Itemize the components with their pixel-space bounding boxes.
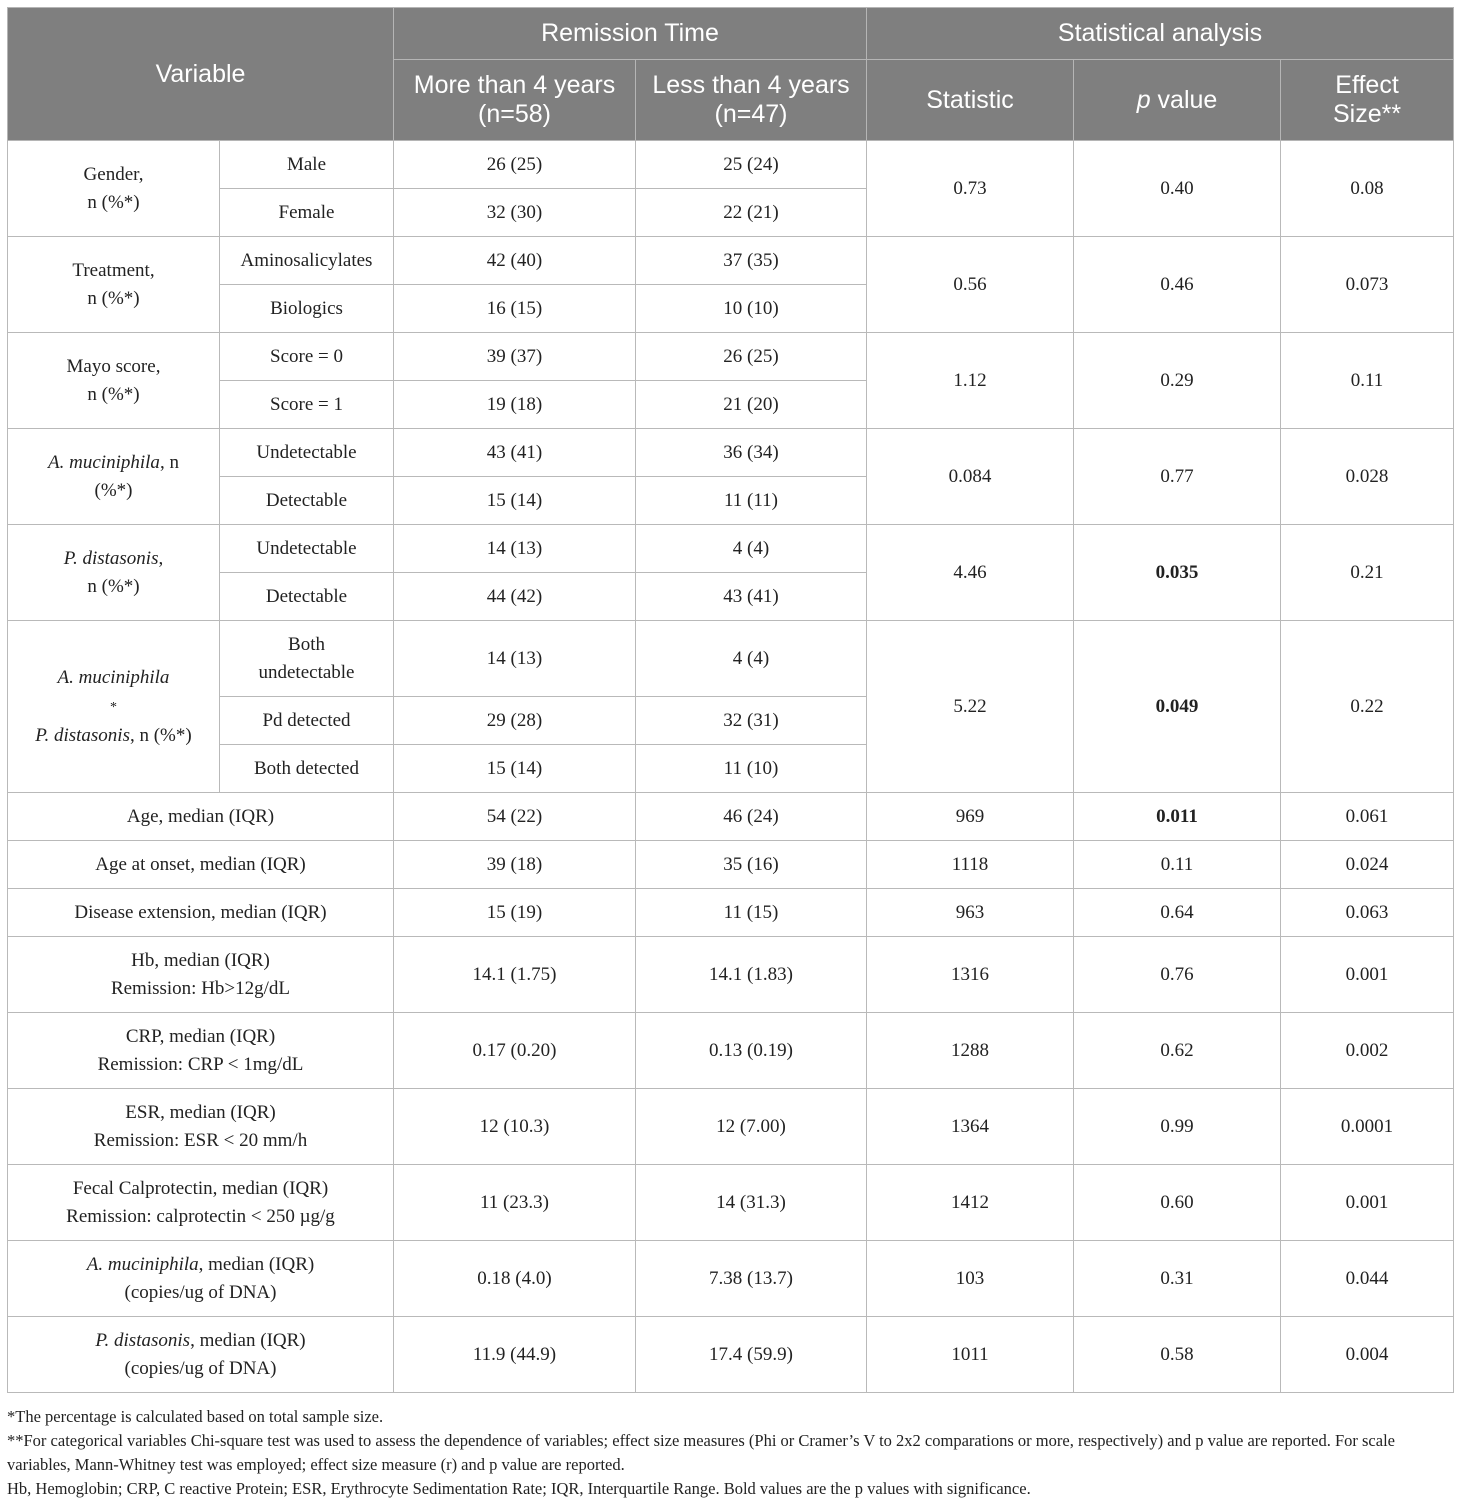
effect-size-cell: 0.11: [1281, 333, 1454, 429]
statistic-cell: 1118: [867, 841, 1074, 889]
footnote-effect-size: **For categorical variables Chi-square test was used to assess the dependence of variables; effect size measures (Phi or Cramer’s V to 2x2 comparations or more, respectively) and p value are reported. For scale variables, Mann-Whitney test was employed; effect size measure (r) and p value are reported.: [7, 1431, 1395, 1474]
effect-size-cell: 0.0001: [1281, 1089, 1454, 1165]
header-effect-line2: Size**: [1332, 100, 1402, 128]
more-cell: 19 (18): [394, 381, 636, 429]
less-cell: 43 (41): [636, 573, 867, 621]
more-cell: 32 (30): [394, 189, 636, 237]
more-cell: 42 (40): [394, 237, 636, 285]
variable-p-distasonis: [8, 525, 220, 621]
p-value-cell: 0.64: [1074, 889, 1281, 937]
statistic-cell: 1364: [867, 1089, 1074, 1165]
more-cell: 11 (23.3): [394, 1165, 636, 1241]
variable-label-rest: ,: [158, 547, 164, 569]
effect-size-cell: 0.21: [1281, 525, 1454, 621]
table-row: [8, 793, 1454, 841]
category-cell: Undetectable: [220, 429, 394, 477]
header-more-line1: More than 4 years: [413, 71, 616, 99]
category-cell: Female: [220, 189, 394, 237]
more-cell: 12 (10.3): [394, 1089, 636, 1165]
statistic-cell: 1.12: [867, 333, 1074, 429]
effect-size-cell: 0.08: [1281, 141, 1454, 237]
table-row: [8, 429, 1454, 477]
less-cell: 32 (31): [636, 697, 867, 745]
more-cell: 43 (41): [394, 429, 636, 477]
effect-size-cell: 0.002: [1281, 1013, 1454, 1089]
category-cell: Detectable: [220, 477, 394, 525]
statistic-cell: 103: [867, 1241, 1074, 1317]
statistic-cell: 4.46: [867, 525, 1074, 621]
category-cell: Detectable: [220, 573, 394, 621]
variable-species-1: A. muciniphila: [57, 666, 170, 688]
less-cell: 37 (35): [636, 237, 867, 285]
table-row: [8, 1317, 1454, 1393]
more-cell: 15 (14): [394, 477, 636, 525]
results-table: [7, 7, 1454, 1393]
header-more-than-4-years: [394, 60, 636, 141]
variable-label-rest: , median (IQR): [190, 1329, 306, 1351]
variable-p-distasonis-copies: [8, 1317, 394, 1393]
table-row: [8, 889, 1454, 937]
less-cell: 46 (24): [636, 793, 867, 841]
table-row: [8, 141, 1454, 189]
table-row: [8, 841, 1454, 889]
more-cell: 26 (25): [394, 141, 636, 189]
variable-a-muciniphila: [8, 429, 220, 525]
effect-size-cell: 0.001: [1281, 937, 1454, 1013]
variable-label: Treatment,: [72, 259, 155, 281]
variable-sublabel: Remission: Hb>12g/dL: [110, 977, 291, 999]
variable-label-rest: , n (%*): [129, 724, 192, 746]
variable-crp: [8, 1013, 394, 1089]
more-cell: 14 (13): [394, 525, 636, 573]
less-cell: 22 (21): [636, 189, 867, 237]
effect-size-cell: 0.001: [1281, 1165, 1454, 1241]
table-body: [8, 141, 1454, 1393]
more-cell: 14.1 (1.75): [394, 937, 636, 1013]
variable-sublabel: (copies/ug of DNA): [124, 1281, 277, 1303]
p-value-cell: 0.11: [1074, 841, 1281, 889]
statistic-cell: 0.73: [867, 141, 1074, 237]
variable-combined-species: [8, 621, 220, 793]
variable-mayo-score: [8, 333, 220, 429]
category-cell: Score = 1: [220, 381, 394, 429]
header-statistical-analysis: Statistical analysis: [867, 8, 1454, 60]
more-cell: 0.18 (4.0): [394, 1241, 636, 1317]
more-cell: 14 (13): [394, 621, 636, 697]
effect-size-cell: 0.073: [1281, 237, 1454, 333]
less-cell: 14 (31.3): [636, 1165, 867, 1241]
effect-size-cell: 0.061: [1281, 793, 1454, 841]
more-cell: 44 (42): [394, 573, 636, 621]
variable-a-muciniphila-copies: [8, 1241, 394, 1317]
variable-sublabel: Remission: ESR < 20 mm/h: [93, 1129, 308, 1151]
more-cell: 16 (15): [394, 285, 636, 333]
less-cell: 12 (7.00): [636, 1089, 867, 1165]
variable-label: ESR, median (IQR): [125, 1101, 276, 1123]
variable-sublabel: (copies/ug of DNA): [124, 1357, 277, 1379]
table-row: [8, 621, 1454, 697]
variable-label: CRP, median (IQR): [125, 1025, 276, 1047]
variable-disease-extension: Disease extension, median (IQR): [8, 889, 394, 937]
table-row: [8, 1241, 1454, 1317]
variable-age-at-onset: Age at onset, median (IQR): [8, 841, 394, 889]
table-row: [8, 1165, 1454, 1241]
variable-star: *: [110, 699, 117, 715]
p-value-cell: 0.011: [1074, 793, 1281, 841]
p-value-cell: 0.035: [1074, 525, 1281, 621]
less-cell: 14.1 (1.83): [636, 937, 867, 1013]
more-cell: 29 (28): [394, 697, 636, 745]
variable-sublabel: n (%*): [87, 287, 140, 309]
header-variable: Variable: [8, 8, 394, 141]
header-statistic: Statistic: [867, 60, 1074, 141]
statistic-cell: 963: [867, 889, 1074, 937]
results-table-container: [7, 7, 1453, 1393]
table-row: [8, 525, 1454, 573]
p-value-cell: 0.76: [1074, 937, 1281, 1013]
less-cell: 11 (11): [636, 477, 867, 525]
less-cell: 25 (24): [636, 141, 867, 189]
table-row: [8, 237, 1454, 285]
effect-size-cell: 0.044: [1281, 1241, 1454, 1317]
more-cell: 0.17 (0.20): [394, 1013, 636, 1089]
category-cell: Score = 0: [220, 333, 394, 381]
table-row: [8, 1089, 1454, 1165]
variable-age: Age, median (IQR): [8, 793, 394, 841]
category-line2: undetectable: [258, 661, 355, 683]
less-cell: 26 (25): [636, 333, 867, 381]
less-cell: 21 (20): [636, 381, 867, 429]
more-cell: 15 (19): [394, 889, 636, 937]
variable-sublabel: (%*): [94, 479, 133, 501]
category-cell: [220, 621, 394, 697]
variable-sublabel: n (%*): [87, 575, 140, 597]
header-less-line2: (n=47): [714, 100, 788, 128]
variable-sublabel: Remission: CRP < 1mg/dL: [97, 1053, 304, 1075]
variable-sublabel: n (%*): [87, 191, 140, 213]
more-cell: 15 (14): [394, 745, 636, 793]
less-cell: 36 (34): [636, 429, 867, 477]
effect-size-cell: 0.063: [1281, 889, 1454, 937]
p-value-cell: 0.77: [1074, 429, 1281, 525]
footnote-abbreviations: Hb, Hemoglobin; CRP, C reactive Protein; ESR, Erythrocyte Sedimentation Rate; IQR, Interquartile Range. Bold values are the p values with significance.: [7, 1479, 1031, 1498]
more-cell: 39 (18): [394, 841, 636, 889]
p-value-cell: 0.60: [1074, 1165, 1281, 1241]
variable-species: P. distasonis: [95, 1329, 191, 1351]
header-p-value: [1074, 60, 1281, 141]
variable-sublabel: n (%*): [87, 383, 140, 405]
effect-size-cell: 0.004: [1281, 1317, 1454, 1393]
statistic-cell: 1288: [867, 1013, 1074, 1089]
category-cell: Both detected: [220, 745, 394, 793]
header-effect-size: [1281, 60, 1454, 141]
variable-label: Mayo score,: [66, 355, 161, 377]
less-cell: 11 (15): [636, 889, 867, 937]
table-row: [8, 937, 1454, 1013]
variable-species: A. muciniphila: [86, 1253, 199, 1275]
variable-gender: [8, 141, 220, 237]
header-less-line1: Less than 4 years: [652, 71, 850, 99]
more-cell: 39 (37): [394, 333, 636, 381]
more-cell: 54 (22): [394, 793, 636, 841]
variable-label-rest: , median (IQR): [198, 1253, 315, 1275]
variable-esr: [8, 1089, 394, 1165]
header-less-than-4-years: [636, 60, 867, 141]
header-p-italic: p: [1136, 85, 1151, 114]
statistic-cell: 0.56: [867, 237, 1074, 333]
table-footnotes: [7, 1405, 1453, 1501]
category-cell: Pd detected: [220, 697, 394, 745]
category-cell: Aminosalicylates: [220, 237, 394, 285]
category-cell: Undetectable: [220, 525, 394, 573]
table-row: [8, 333, 1454, 381]
less-cell: 17.4 (59.9): [636, 1317, 867, 1393]
header-remission-time: Remission Time: [394, 8, 867, 60]
variable-hb: [8, 937, 394, 1013]
p-value-cell: 0.31: [1074, 1241, 1281, 1317]
effect-size-cell: 0.028: [1281, 429, 1454, 525]
header-more-line2: (n=58): [478, 100, 551, 128]
p-value-cell: 0.46: [1074, 237, 1281, 333]
variable-label: Gender,: [83, 163, 144, 185]
less-cell: 11 (10): [636, 745, 867, 793]
category-cell: Male: [220, 141, 394, 189]
less-cell: 10 (10): [636, 285, 867, 333]
variable-label: Fecal Calprotectin, median (IQR): [72, 1177, 329, 1199]
p-value-cell: 0.049: [1074, 621, 1281, 793]
variable-treatment: [8, 237, 220, 333]
statistic-cell: 5.22: [867, 621, 1074, 793]
variable-label-rest: , n: [159, 451, 179, 473]
variable-species: P. distasonis: [63, 547, 159, 569]
footnote-percentage: *The percentage is calculated based on total sample size.: [7, 1407, 384, 1426]
category-line1: Both: [288, 633, 325, 655]
table-row: [8, 1013, 1454, 1089]
statistic-cell: 1412: [867, 1165, 1074, 1241]
p-value-cell: 0.99: [1074, 1089, 1281, 1165]
less-cell: 4 (4): [636, 621, 867, 697]
p-value-cell: 0.58: [1074, 1317, 1281, 1393]
table-header: [8, 8, 1454, 141]
variable-species: A. muciniphila: [48, 451, 160, 473]
less-cell: 4 (4): [636, 525, 867, 573]
less-cell: 7.38 (13.7): [636, 1241, 867, 1317]
statistic-cell: 969: [867, 793, 1074, 841]
p-value-cell: 0.40: [1074, 141, 1281, 237]
statistic-cell: 1316: [867, 937, 1074, 1013]
p-value-cell: 0.29: [1074, 333, 1281, 429]
variable-sublabel: Remission: calprotectin < 250 µg/g: [66, 1205, 335, 1227]
header-effect-line1: Effect: [1335, 71, 1399, 99]
statistic-cell: 0.084: [867, 429, 1074, 525]
less-cell: 0.13 (0.19): [636, 1013, 867, 1089]
variable-label: Hb, median (IQR): [131, 949, 270, 971]
less-cell: 35 (16): [636, 841, 867, 889]
statistic-cell: 1011: [867, 1317, 1074, 1393]
variable-species-2: P. distasonis: [35, 724, 130, 746]
p-value-cell: 0.62: [1074, 1013, 1281, 1089]
effect-size-cell: 0.22: [1281, 621, 1454, 793]
category-cell: Biologics: [220, 285, 394, 333]
header-p-rest: value: [1150, 85, 1218, 114]
effect-size-cell: 0.024: [1281, 841, 1454, 889]
variable-fecal-calprotectin: [8, 1165, 394, 1241]
more-cell: 11.9 (44.9): [394, 1317, 636, 1393]
